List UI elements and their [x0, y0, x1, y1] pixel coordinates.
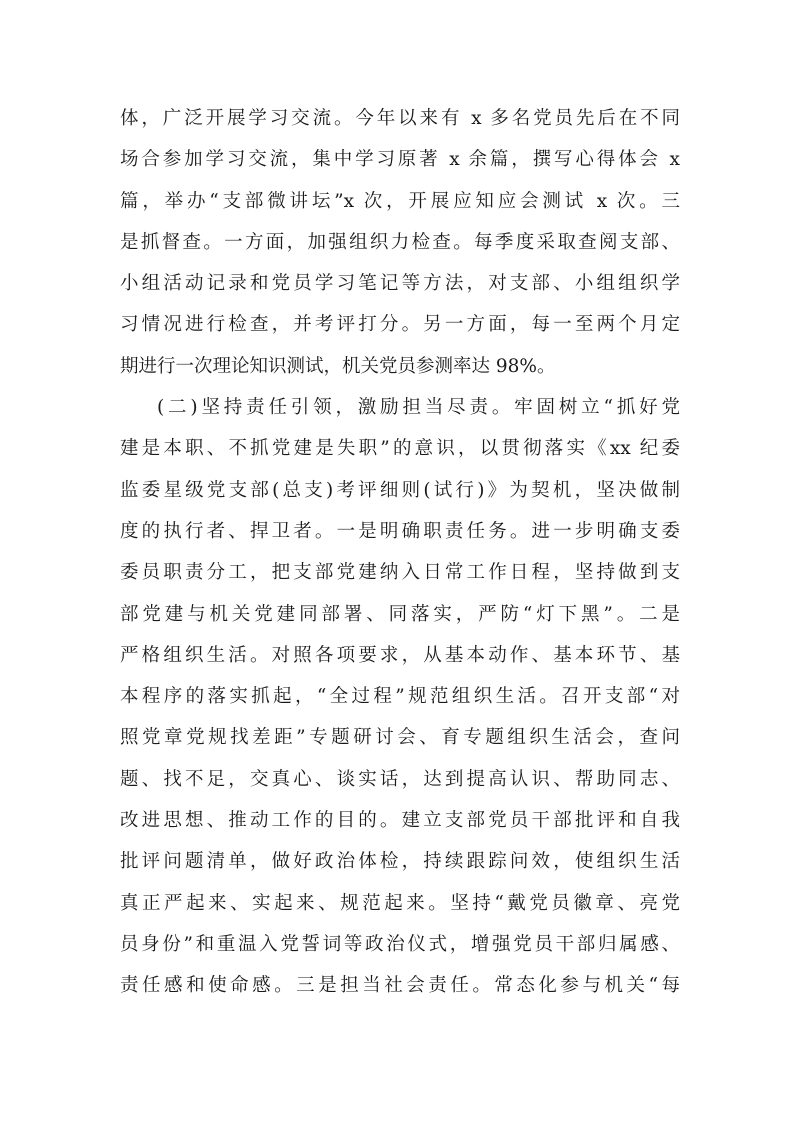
- text-line: 小组活动记录和党员学习笔记等方法，对支部、小组组织学: [120, 273, 680, 295]
- body-text: [120, 98, 680, 1007]
- text-line: 监委星级党支部(总支)考评细则(试行)》为契机，坚决做制: [120, 479, 680, 501]
- text-line: 员身份”和重温入党誓词等政治仪式，增强党员干部归属感、: [120, 933, 680, 955]
- section-heading-line: (二)坚持责任引领，激励担当尽责。牢固树立“抓好党: [157, 397, 680, 419]
- text-line: 责任感和使命感。三是担当社会责任。常态化参与机关“每: [120, 975, 680, 997]
- text-line: 度的执行者、捍卫者。一是明确职责任务。进一步明确支委: [120, 520, 680, 542]
- paragraph-end-line: 期进行一次理论知识测试，机关党员参测率达 98%。: [120, 355, 556, 377]
- text-line: 改进思想、推动工作的目的。建立支部党员干部批评和自我: [120, 810, 680, 832]
- text-line: 批评问题清单，做好政治体检，持续跟踪问效，使组织生活: [120, 851, 680, 873]
- text-line: 委员职责分工，把支部党建纳入日常工作日程，坚持做到支: [120, 562, 680, 584]
- text-line: 真正严起来、实起来、规范起来。坚持“戴党员徽章、亮党: [120, 892, 680, 914]
- text-line: 题、找不足，交真心、谈实话，达到提高认识、帮助同志、: [120, 768, 680, 790]
- text-line: 部党建与机关党建同部署、同落实，严防“灯下黑”。二是: [120, 603, 680, 625]
- text-line: 场合参加学习交流，集中学习原著 x 余篇，撰写心得体会 x: [120, 149, 680, 171]
- text-line: 建是本职、不抓党建是失职”的意识，以贯彻落实《xx 纪委: [120, 438, 680, 460]
- text-line: 照党章党规找差距”专题研讨会、育专题组织生活会，查问: [120, 727, 680, 749]
- text-line: 体，广泛开展学习交流。今年以来有 x 多名党员先后在不同: [120, 108, 680, 129]
- text-line: 本程序的落实抓起，“全过程”规范组织生活。召开支部“对: [120, 686, 680, 708]
- text-line: 篇，举办“支部微讲坛”x 次，开展应知应会测试 x 次。三: [120, 190, 680, 212]
- text-line: 是抓督查。一方面，加强组织力检查。每季度采取查阅支部、: [120, 231, 680, 253]
- text-line: 严格组织生活。对照各项要求，从基本动作、基本环节、基: [120, 644, 680, 666]
- text-line: 习情况进行检查，并考评打分。另一方面，每一至两个月定: [120, 314, 680, 336]
